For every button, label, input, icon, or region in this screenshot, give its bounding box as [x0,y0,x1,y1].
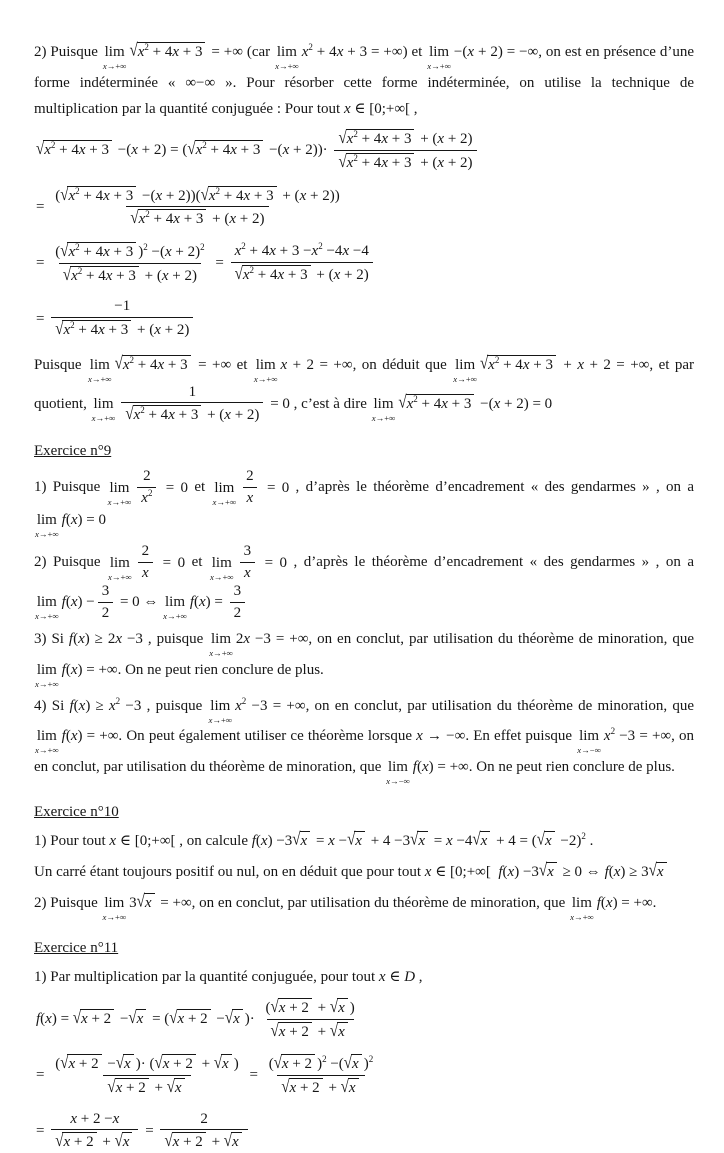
exercise-9-item-4: 4) Si $f(x) \ge x^2 -3$ , puisque lim x→+∞ $x^2 -3$ = +∞, on en conclut, par utilisation du théorème de minoration, que lim x→+∞ f(x) = +∞. On peut également utiliser ce théorème lorsque x → −∞. En effet puisque lim x→−∞ $x^2 -3$ = +∞, on en conclut, par utilisation du théorème de minoration, que lim x→−∞ f(x) = +∞. On ne peut rien conclure de plus. [34,695,695,787]
equation-conjugate-step3: = $\frac{(√x^2 + 4x + 3 )^2 -(x + 2)^2}{√x^2 + 4x + 3 + (x + 2)}$ = $\frac{x^2 + 4x + 3 -x^2 -4x -4}{√x^2 + 4x + 3 + (x + 2)}$ [36,242,694,285]
equation-conjugate-step2: = $\frac{(√x^2 + 4x + 3 -(x + 2))(√x^2 + 4x + 3 + (x + 2))}{√x^2 + 4x + 3 + (x + 2)}$ [36,185,340,228]
exercise-10-title: Exercice n°10 [34,803,119,820]
exercise-9-title: Exercice n°9 [34,442,112,459]
equation-fx-conjugate-step3: = $\frac{x + 2 -x}{√x + 2 + √x}$ = $\frac{2}{√x + 2 + √x}$ [36,1111,694,1152]
equation-conjugate-step1: $√x^2 + 4x + 3 -(x + 2) = (√x^2 + 4x + 3 -(x + 2))\cdot$ $\frac{√x^2 + 4x + 3 + (x + 2)}{√x^2 + 4x + 3 + (x + 2)}$ [36,129,694,172]
equation-conjugate-step4: = $\frac{-1}{√x^2 + 4x + 3 + (x + 2)}$ [36,298,694,339]
exercise-9-item-3: 3) Si f(x) ≥ 2x −3 , puisque lim x→+∞ 2x −3 = +∞, on en conclut, par utilisation du théorème de minoration, que lim x→+∞ f(x) = +∞. On ne peut rien conclure de plus. [34,631,694,689]
exercise-10-item-1b: Un carré étant toujours positif ou nul, on en déduit que pour tout x ∈ [0;+∞[ f(x) −3√x ≥ 0 ⇔ f(x) ≥ 3√x [34,860,694,886]
equation-fx-conjugate-step2: = $\frac{(√x + 2 -√x )\cdot (√x + 2 + √x )}{√x + 2 + √x}$ = $\frac{(√x + 2 )^2 -(√x )^2}{√x + 2 + √x}$ [36,1053,374,1097]
exercise-11-item-1: 1) Par multiplication par la quantité conjuguée, pour tout x ∈ D , [34,969,423,986]
exercise-9-item-2: 2) Puisque lim x→+∞ $\frac{2}{x}$ = 0 et lim x→+∞ $\frac{3}{x}$ = 0 , d’après le théorème d’encadrement « des gendarmes » , on a lim x→+∞ f(x) − $\frac{3}{2}$ = 0 ⇔ lim x→+∞ f(x) = $\frac{3}{2}$ [34,543,695,621]
exercise-10-item-1: 1) Pour tout x ∈ [0;+∞[ , on calcule $f(x) -3√x = x -√x + 4 -3√x = x -4√x + 4 = (√x -2)^2$ . [34,830,594,850]
paragraph-limit-conclusion: Puisque lim x→+∞ $√x^2 + 4x + 3$ = +∞ et lim x→+∞ x + 2 = +∞, on déduit que lim x→+∞ $√x^2 + 4x + 3 + x + 2$ = +∞, et par quotient, lim x→+∞ $\frac{1}{√x^2 + 4x + 3 + (x + 2)}$ = 0 , c’est à dire lim x→+∞ $√x^2 + 4x + 3 -(x + 2) = 0$ [34,354,695,424]
equation-fx-conjugate-step1: f(x) = √x + 2 −√x = (√x + 2 −√x )· $\frac{(√x + 2 + √x )}{√x + 2 + √x}$ [36,997,355,1041]
exercise-11-title: Exercice n°11 [34,939,119,956]
exercise-10-item-2: 2) Puisque lim x→+∞ 3√x = +∞, on en conclut, par utilisation du théorème de minoration, que lim x→+∞ f(x) = +∞. [34,892,657,922]
paragraph-indeterminate-intro: 2) Puisque lim x→+∞ $√x^2 + 4x + 3$ = +∞ (car lim x→+∞ $x^2 + 4x + 3$ = +∞) et lim x→+∞ −(x + 2) = −∞, on est en présence d’une forme indéterminée « ∞−∞ ». Pour résorber cette forme indéterminée, on utilise la technique de multiplication par la quantité conjuguée : Pour tout x ∈ [0;+∞[ , [34,41,695,117]
exercise-9-item-1: 1) Puisque lim x→+∞ $\frac{2}{x^2}$ = 0 et lim x→+∞ $\frac{2}{x}$ = 0 , d’après le théorème d’encadrement « des gendarmes » , on a lim x→+∞ f(x) = 0 [34,468,695,539]
